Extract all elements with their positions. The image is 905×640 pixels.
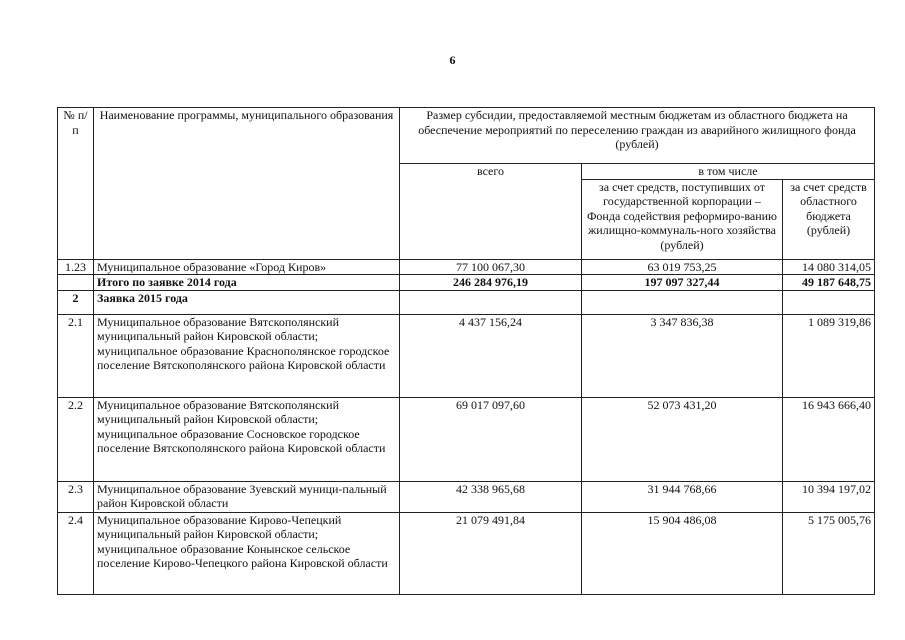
row-number: 2.2 bbox=[58, 397, 94, 481]
row-total: 42 338 965,68 bbox=[400, 481, 582, 512]
header-col-regional: за счет средств областного бюджета (рублей) bbox=[783, 179, 875, 259]
table-row bbox=[58, 275, 875, 291]
row-name: Муниципальное образование Вятскополянский муниципальный район Кировской области; муниципальное образование Сосновское городское поселение Вятскополянского района Кировской области bbox=[94, 397, 400, 481]
row-number: 2 bbox=[58, 290, 94, 314]
header-col-no: № п/п bbox=[58, 108, 94, 260]
row-name: Муниципальное образование Зуевский муници-пальный район Кировской области bbox=[94, 481, 400, 512]
row-name: Итого по заявке 2014 года bbox=[94, 275, 400, 291]
row-regional: 10 394 197,02 bbox=[783, 481, 875, 512]
table-body bbox=[58, 259, 875, 594]
row-number: 2.4 bbox=[58, 512, 94, 594]
row-fund: 3 347 836,38 bbox=[582, 314, 783, 397]
page-number: 6 bbox=[449, 53, 456, 67]
row-fund: 15 904 486,08 bbox=[582, 512, 783, 594]
row-regional: 49 187 648,75 bbox=[783, 275, 875, 291]
row-regional: 5 175 005,76 bbox=[783, 512, 875, 594]
row-regional: 1 089 319,86 bbox=[783, 314, 875, 397]
row-name: Муниципальное образование Кирово-Чепецкий муниципальный район Кировской области; муниципальное образование Конынское сельское поселение Кирово-Чепецкого района Кировской области bbox=[94, 512, 400, 594]
row-total bbox=[400, 290, 582, 314]
row-number: 2.1 bbox=[58, 314, 94, 397]
row-fund: 52 073 431,20 bbox=[582, 397, 783, 481]
row-name: Муниципальное образование «Город Киров» bbox=[94, 259, 400, 275]
row-regional: 14 080 314,05 bbox=[783, 259, 875, 275]
header-col-subsidy: Размер субсидии, предоставляемой местным бюджетам из областного бюджета на обеспечение мероприятий по переселению граждан из аварийного жилищного фонда (рублей) bbox=[400, 108, 875, 164]
row-regional bbox=[783, 290, 875, 314]
header-col-total: всего bbox=[400, 164, 582, 260]
table-row bbox=[58, 259, 875, 275]
table-row bbox=[58, 397, 875, 481]
row-total: 4 437 156,24 bbox=[400, 314, 582, 397]
table-row bbox=[58, 314, 875, 397]
row-regional: 16 943 666,40 bbox=[783, 397, 875, 481]
row-fund: 31 944 768,66 bbox=[582, 481, 783, 512]
header-col-including: в том числе bbox=[582, 164, 875, 180]
row-total: 246 284 976,19 bbox=[400, 275, 582, 291]
row-number: 2.3 bbox=[58, 481, 94, 512]
header-col-name: Наименование программы, муниципального образования bbox=[94, 108, 400, 260]
table-row bbox=[58, 481, 875, 512]
row-total: 69 017 097,60 bbox=[400, 397, 582, 481]
row-fund: 63 019 753,25 bbox=[582, 259, 783, 275]
row-fund bbox=[582, 290, 783, 314]
header-col-fund: за счет средств, поступивших от государственной корпорации – Фонда содействия реформиро-ванию жилищно-коммуналь-ного хозяйства (рублей) bbox=[582, 179, 783, 259]
row-name: Муниципальное образование Вятскополянский муниципальный район Кировской области; муниципальное образование Краснополянское городское поселение Вятскополянского района Кировской области bbox=[94, 314, 400, 397]
row-fund: 197 097 327,44 bbox=[582, 275, 783, 291]
row-number: 1.23 bbox=[58, 259, 94, 275]
row-name: Заявка 2015 года bbox=[94, 290, 400, 314]
row-total: 21 079 491,84 bbox=[400, 512, 582, 594]
header-row-1 bbox=[58, 108, 875, 164]
table-row bbox=[58, 512, 875, 594]
row-total: 77 100 067,30 bbox=[400, 259, 582, 275]
subsidy-table bbox=[57, 107, 875, 595]
row-number bbox=[58, 275, 94, 291]
table-row bbox=[58, 290, 875, 314]
